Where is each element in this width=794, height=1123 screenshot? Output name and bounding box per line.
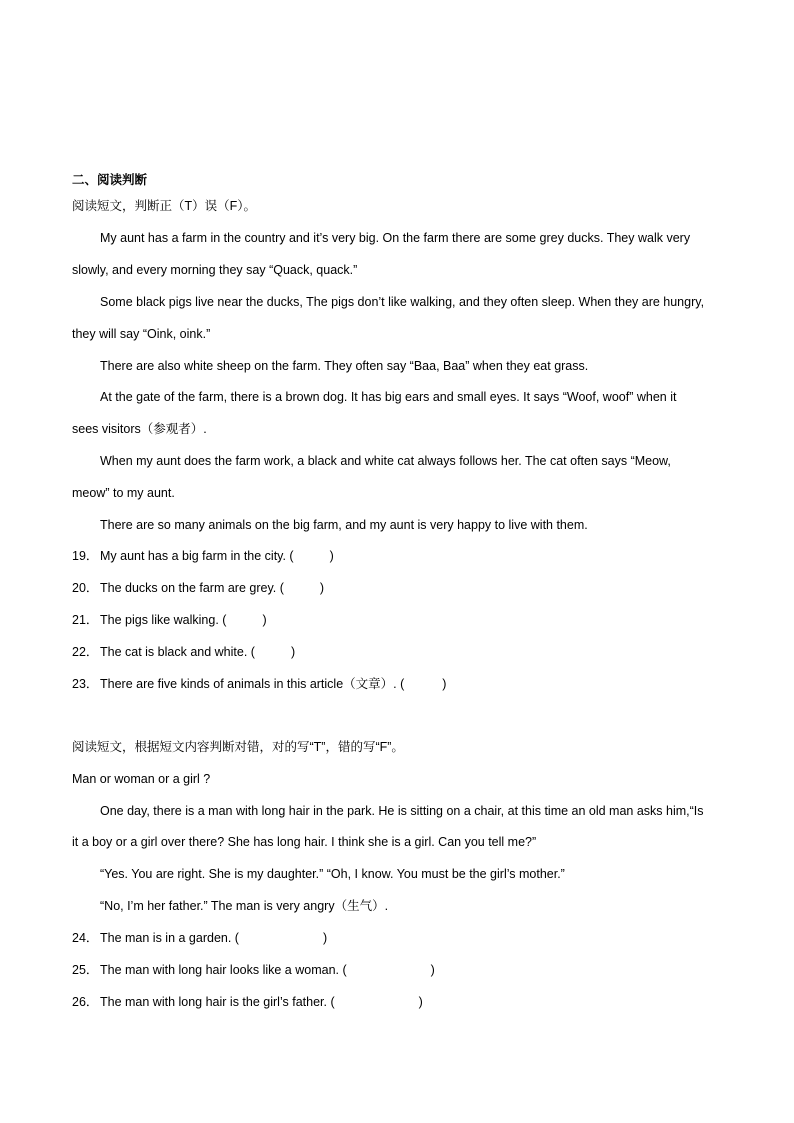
question-25 xyxy=(72,962,435,978)
question-close: ) xyxy=(322,931,328,945)
question-20 xyxy=(72,580,324,596)
question-21 xyxy=(72,612,267,628)
section-heading: 二、阅读判断 xyxy=(72,173,148,187)
question-close: ) xyxy=(290,645,296,659)
paragraph-line: There are so many animals on the big farm, and my aunt is very happy to live with them. xyxy=(100,518,588,532)
question-number: 23． xyxy=(72,677,99,691)
question-22 xyxy=(72,644,295,660)
paragraph-line: When my aunt does the farm work, a black and white cat always follows her. The cat often says “Meow, xyxy=(100,454,671,468)
question-text: The man is in a garden. ( xyxy=(100,931,239,945)
passage-title: Man or woman or a girl ? xyxy=(72,772,211,786)
question-text: The ducks on the farm are grey. ( xyxy=(100,581,284,595)
question-24 xyxy=(72,930,327,946)
question-text: My aunt has a big farm in the city. ( xyxy=(100,549,294,563)
question-number: 22． xyxy=(72,645,99,659)
section-instruction: 阅读短文，根据短文内容判断对错，对的写“T”，错的写“F”。 xyxy=(72,740,404,754)
paragraph-line: Some black pigs live near the ducks, The pigs don’t like walking, and they often sleep. When they are hungry, xyxy=(100,295,705,309)
paragraph-line: they will say “Oink, oink.” xyxy=(72,327,211,341)
paragraph-line: At the gate of the farm, there is a brown dog. It has big ears and small eyes. It says “Woof, woof” when it xyxy=(100,390,677,404)
question-text: There are five kinds of animals in this article（文章）. ( xyxy=(100,677,405,691)
question-close: ) xyxy=(430,963,435,977)
question-text: The cat is black and white. ( xyxy=(100,645,255,659)
section-instruction: 阅读短文，判断正（T）误（F）。 xyxy=(72,199,257,213)
question-23 xyxy=(72,676,446,692)
paragraph-line: “Yes. You are right. She is my daughter.” “Oh, I know. You must be the girl’s mother.” xyxy=(100,867,565,881)
question-text: The man with long hair looks like a woman. ( xyxy=(100,963,347,977)
question-number: 25． xyxy=(72,963,99,977)
paragraph-line: slowly, and every morning they say “Quack, quack.” xyxy=(72,263,358,277)
question-close: ) xyxy=(329,549,334,563)
paragraph-line: meow” to my aunt. xyxy=(72,486,175,500)
question-number: 26． xyxy=(72,995,99,1009)
paragraph-line: One day, there is a man with long hair in the park. He is sitting on a chair, at this time an old man asks him,“Is xyxy=(100,804,704,818)
question-text: The pigs like walking. ( xyxy=(100,613,227,627)
question-number: 20． xyxy=(72,581,99,595)
question-26 xyxy=(72,994,423,1010)
question-number: 24． xyxy=(72,931,99,945)
question-text: The man with long hair is the girl’s father. ( xyxy=(100,995,335,1009)
question-19 xyxy=(72,548,334,564)
paragraph-line: My aunt has a farm in the country and it’s very big. On the farm there are some grey ducks. They walk very xyxy=(100,231,691,245)
paragraph-line: “No, I’m her father.” The man is very angry（生气）. xyxy=(100,899,389,913)
question-number: 21． xyxy=(72,613,99,627)
paragraph-line: it a boy or a girl over there? She has long hair. I think she is a girl. Can you tell me?” xyxy=(72,835,537,849)
question-close: ) xyxy=(262,613,267,627)
question-close: ) xyxy=(319,581,325,595)
question-close: ) xyxy=(442,677,447,691)
question-number: 19． xyxy=(72,549,99,563)
paragraph-line: There are also white sheep on the farm. They often say “Baa, Baa” when they eat grass. xyxy=(100,359,589,373)
paragraph-line: sees visitors（参观者）. xyxy=(72,422,207,436)
question-close: ) xyxy=(418,995,423,1009)
